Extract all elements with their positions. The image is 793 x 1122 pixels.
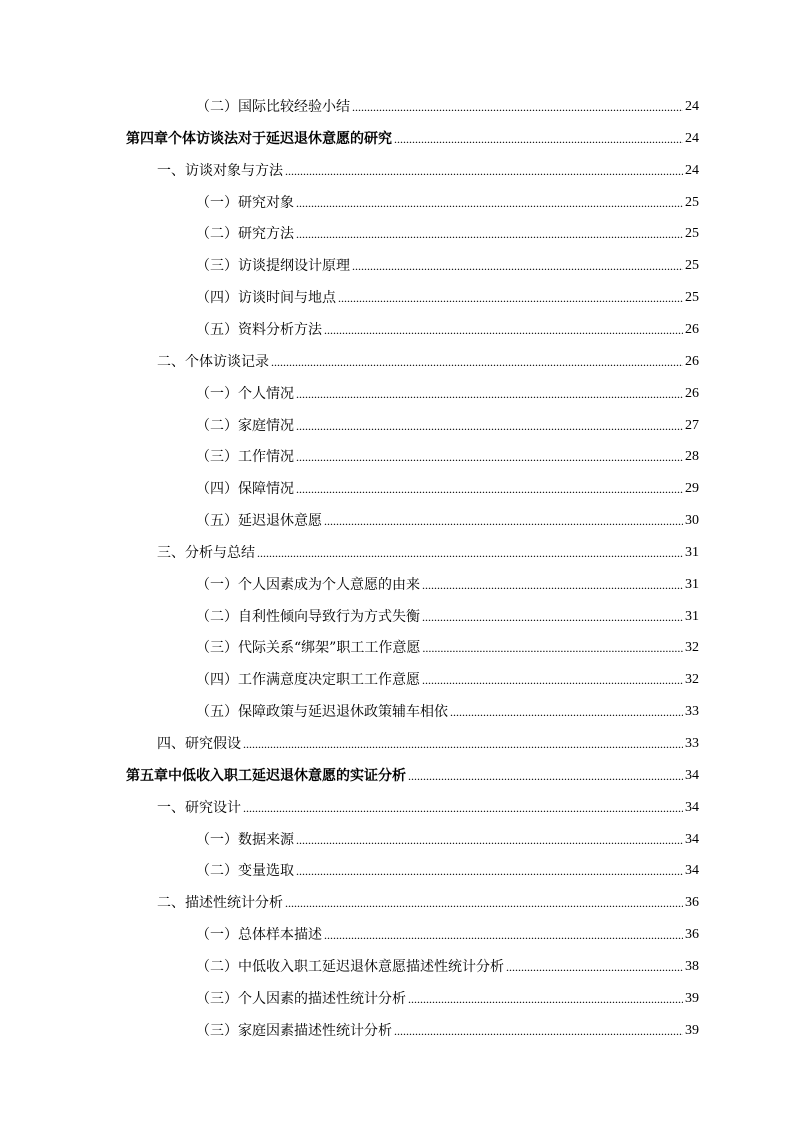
toc-dot-leader bbox=[271, 353, 683, 371]
toc-page-number: 28 bbox=[685, 449, 699, 465]
toc-subsection-entry[interactable] bbox=[196, 275, 699, 307]
toc-page-number: 31 bbox=[685, 576, 699, 592]
toc-page-number: 34 bbox=[685, 831, 699, 847]
toc-page-number: 25 bbox=[685, 226, 699, 242]
toc-page-number: 26 bbox=[685, 353, 699, 369]
toc-section-entry[interactable] bbox=[157, 880, 699, 912]
toc-page-number: 34 bbox=[685, 863, 699, 879]
toc-dot-leader bbox=[296, 194, 683, 212]
toc-chapter-entry[interactable] bbox=[126, 116, 699, 148]
toc-dot-leader bbox=[285, 894, 683, 912]
toc-entry-title: （一）数据来源 bbox=[196, 831, 294, 848]
toc-dot-leader bbox=[296, 417, 683, 435]
toc-subsection-entry[interactable] bbox=[196, 657, 699, 689]
toc-entry-title: 第四章个体访谈法对于延迟退休意愿的研究 bbox=[126, 130, 392, 147]
toc-dot-leader bbox=[408, 990, 683, 1008]
toc-dot-leader bbox=[394, 1022, 683, 1040]
toc-page-number: 25 bbox=[685, 290, 699, 306]
toc-entry-title: （一）个人因素成为个人意愿的由来 bbox=[196, 576, 420, 593]
toc-entry-title: （三）个人因素的描述性统计分析 bbox=[196, 990, 406, 1007]
toc-dot-leader bbox=[338, 289, 683, 307]
toc-entry-title: （二）研究方法 bbox=[196, 226, 294, 243]
toc-entry-title: 一、访谈对象与方法 bbox=[157, 162, 283, 179]
toc-page-number: 36 bbox=[685, 895, 699, 911]
toc-page-number: 38 bbox=[685, 958, 699, 974]
toc-dot-leader bbox=[257, 544, 683, 562]
toc-dot-leader bbox=[285, 162, 683, 180]
toc-subsection-entry[interactable] bbox=[196, 562, 699, 594]
toc-entry-title: （一）个人情况 bbox=[196, 385, 294, 402]
toc-subsection-entry[interactable] bbox=[196, 371, 699, 403]
toc-subsection-entry[interactable] bbox=[196, 817, 699, 849]
toc-section-entry[interactable] bbox=[157, 148, 699, 180]
toc-page-number: 34 bbox=[685, 799, 699, 815]
toc-page-number: 26 bbox=[685, 321, 699, 337]
toc-entry-title: （三）访谈提纲设计原理 bbox=[196, 258, 350, 275]
toc-page-number: 24 bbox=[685, 130, 699, 146]
toc-entry-title: 二、描述性统计分析 bbox=[157, 895, 283, 912]
toc-subsection-entry[interactable] bbox=[196, 307, 699, 339]
toc-page-number: 30 bbox=[685, 513, 699, 529]
toc-entry-title: （二）中低收入职工延迟退休意愿描述性统计分析 bbox=[196, 958, 504, 975]
toc-chapter-entry[interactable] bbox=[126, 753, 699, 785]
toc-dot-leader bbox=[296, 448, 683, 466]
toc-dot-leader bbox=[506, 958, 683, 976]
toc-page-number: 32 bbox=[685, 640, 699, 656]
toc-dot-leader bbox=[243, 735, 683, 753]
toc-dot-leader bbox=[450, 703, 683, 721]
toc-page-number: 39 bbox=[685, 990, 699, 1006]
toc-dot-leader bbox=[422, 671, 683, 689]
toc-subsection-entry[interactable] bbox=[196, 625, 699, 657]
toc-subsection-entry[interactable] bbox=[196, 466, 699, 498]
toc-subsection-entry[interactable] bbox=[196, 594, 699, 626]
toc-dot-leader bbox=[352, 98, 683, 116]
toc-page-number: 34 bbox=[685, 767, 699, 783]
toc-dot-leader bbox=[296, 862, 683, 880]
toc-entry-title: （二）国际比较经验小结 bbox=[196, 99, 350, 115]
toc-entry-title: （三）工作情况 bbox=[196, 449, 294, 466]
toc-subsection-entry[interactable] bbox=[196, 434, 699, 466]
toc-subsection-entry[interactable] bbox=[196, 180, 699, 212]
toc-page-number: 39 bbox=[685, 1022, 699, 1038]
toc-dot-leader bbox=[422, 576, 683, 594]
toc-page-number: 25 bbox=[685, 194, 699, 210]
toc-entry-title: 二、个体访谈记录 bbox=[157, 353, 269, 370]
toc-entry-title: （五）保障政策与延迟退休政策辅车相依 bbox=[196, 704, 448, 721]
toc-section-entry[interactable] bbox=[157, 339, 699, 371]
toc-entry-title: 一、研究设计 bbox=[157, 799, 241, 816]
toc-page-number: 31 bbox=[685, 608, 699, 624]
toc-dot-leader bbox=[296, 225, 683, 243]
toc-page-number: 27 bbox=[685, 417, 699, 433]
toc-dot-leader bbox=[296, 385, 683, 403]
toc-dot-leader bbox=[296, 831, 683, 849]
toc-entry-title: （五）资料分析方法 bbox=[196, 321, 322, 338]
toc-subsection-entry[interactable] bbox=[196, 976, 699, 1008]
toc-page-number: 31 bbox=[685, 544, 699, 560]
toc-dot-leader bbox=[324, 512, 683, 530]
toc-dot-leader bbox=[324, 926, 683, 944]
toc-entry-title: （二）自利性倾向导致行为方式失衡 bbox=[196, 608, 420, 625]
toc-entry-title: 三、分析与总结 bbox=[157, 544, 255, 561]
toc-entry-title: （四）工作满意度决定职工工作意愿 bbox=[196, 672, 420, 689]
toc-entry-title: （一）研究对象 bbox=[196, 194, 294, 211]
toc-section-entry[interactable] bbox=[157, 785, 699, 817]
toc-subsection-entry[interactable] bbox=[196, 1008, 699, 1040]
toc-entry-title: （五）延迟退休意愿 bbox=[196, 513, 322, 530]
toc-page-number: 24 bbox=[685, 99, 699, 114]
toc-entry-title: 第五章中低收入职工延迟退休意愿的实证分析 bbox=[126, 767, 406, 784]
toc-subsection-entry[interactable] bbox=[196, 944, 699, 976]
toc-subsection-entry[interactable] bbox=[196, 848, 699, 880]
toc-section-entry[interactable] bbox=[157, 530, 699, 562]
toc-entry-title: （三）代际关系“绑架”职工工作意愿 bbox=[196, 640, 421, 657]
toc-entry-title: （三）家庭因素描述性统计分析 bbox=[196, 1022, 392, 1039]
toc-entry-title: （二）变量选取 bbox=[196, 863, 294, 880]
toc-dot-leader bbox=[408, 767, 683, 785]
toc-dot-leader bbox=[352, 257, 683, 275]
toc-page-number: 25 bbox=[685, 258, 699, 274]
toc-page-number: 33 bbox=[685, 704, 699, 720]
toc-subsection-entry[interactable] bbox=[196, 84, 699, 116]
toc-dot-leader bbox=[296, 480, 683, 498]
toc-subsection-entry[interactable] bbox=[196, 912, 699, 944]
toc-dot-leader bbox=[324, 321, 683, 339]
toc-page-number: 33 bbox=[685, 736, 699, 751]
toc-subsection-entry[interactable] bbox=[196, 243, 699, 275]
toc-page-number: 36 bbox=[685, 927, 699, 943]
toc-subsection-entry[interactable] bbox=[196, 689, 699, 721]
toc-entry-title: （一）总体样本描述 bbox=[196, 927, 322, 944]
toc-section-entry[interactable] bbox=[157, 721, 699, 753]
toc-page-number: 32 bbox=[685, 672, 699, 688]
toc-entry-title: （四）访谈时间与地点 bbox=[196, 290, 336, 307]
toc-subsection-entry[interactable] bbox=[196, 211, 699, 243]
toc-subsection-entry[interactable] bbox=[196, 498, 699, 530]
toc-dot-leader bbox=[243, 799, 683, 817]
toc-entry-title: 四、研究假设 bbox=[157, 736, 241, 752]
toc-subsection-entry[interactable] bbox=[196, 403, 699, 435]
toc-page-number: 29 bbox=[685, 481, 699, 497]
toc-page-number: 24 bbox=[685, 162, 699, 178]
toc-page-number: 26 bbox=[685, 385, 699, 401]
toc-dot-leader bbox=[422, 639, 683, 657]
toc-entry-title: （二）家庭情况 bbox=[196, 417, 294, 434]
toc-dot-leader bbox=[394, 130, 683, 148]
toc-entry-title: （四）保障情况 bbox=[196, 481, 294, 498]
toc-dot-leader bbox=[422, 608, 683, 626]
